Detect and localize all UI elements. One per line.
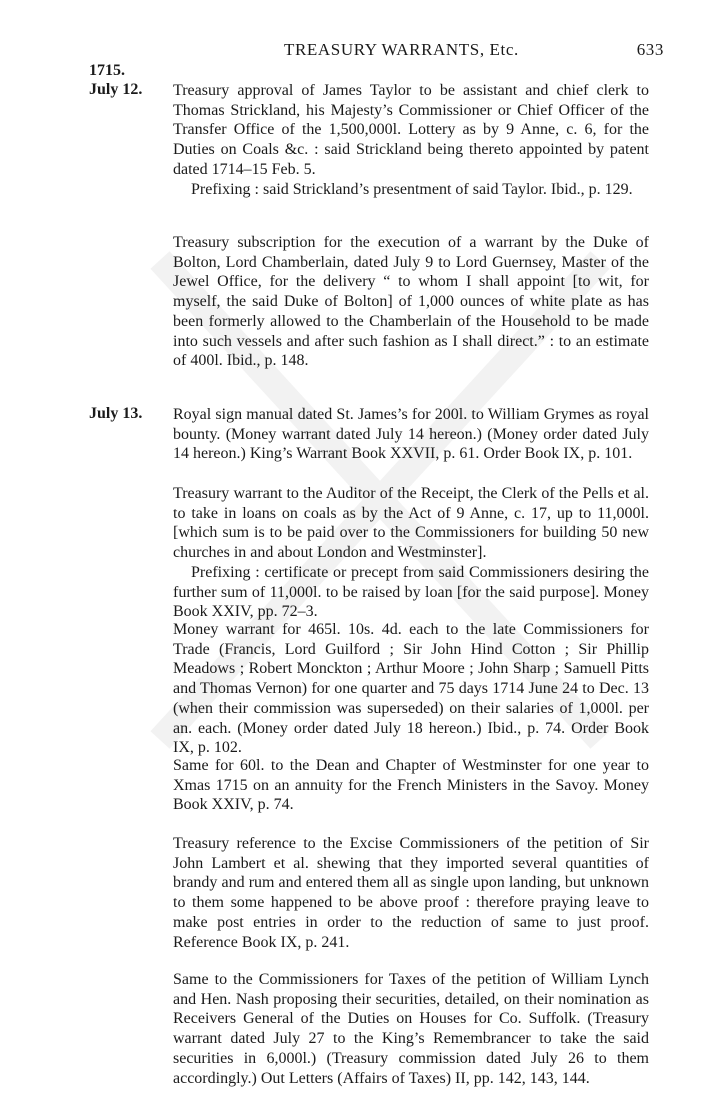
date-label: July 13. xyxy=(89,405,143,422)
entry-paragraph: Prefixing : certificate or precept from said Commissioners desiring the further sum of 11,000l. to be raised by loan [for the said purpose]. Money Book XXIV, pp. 72–3. xyxy=(173,563,649,621)
entry xyxy=(173,484,649,622)
entry-paragraph: Same for 60l. to the Dean and Chapter of Westminster for one year to Xmas 1715 on an annuity for the French Ministers in the Savoy. Money Book XXIV, p. 74. xyxy=(173,757,649,814)
entry-paragraph: Prefixing : said Strickland’s presentment of said Taylor. Ibid., p. 129. xyxy=(191,180,633,198)
running-title: TREASURY WARRANTS, Etc. xyxy=(284,40,519,59)
entry xyxy=(173,81,649,199)
entry xyxy=(173,405,649,464)
entry-paragraph: Money warrant for 465l. 10s. 4d. each to the late Commissioners for Trade (Francis, Lord Guilford ; Sir John Hind Cotton ; Sir Phillip Meadows ; Robert Monckton ; Arthur Moore ; John Sharp ; Samuell Pitts and Thomas Vernon) for one quarter and 75 days 1714 June 24 to Dec. 13 (when their commission was superseded) on their salaries of 1,000l. per an. each. (Money order dated July 18 hereon.) Ibid., p. 74. Order Book IX, p. 102. xyxy=(173,621,649,757)
page-number: 633 xyxy=(636,40,664,59)
entry xyxy=(173,233,649,371)
date-label: July 12. xyxy=(89,81,143,98)
running-head xyxy=(0,40,728,64)
entry-paragraph: Same to the Commissioners for Taxes of the petition of William Lynch and Hen. Nash proposing their securities, detailed, on their nomination as Receivers General of the Duties on Houses for Co. Suffolk. (Treasury warrant dated July 27 to the King’s Remembrancer to take the said securities in 6,000l.) (Treasury commission dated July 26 to them accordingly.) Out Letters (Affairs of Taxes) II, pp. 142, 143, 144. xyxy=(173,971,649,1087)
entry-paragraph: Treasury reference to the Excise Commissioners of the petition of Sir John Lambert et al. shewing that they imported several quantities of brandy and rum and entered them all as single upon landing, but unknown to them some happened to be above proof : therefore praying leave to make post entries in order to the reduction of same to just proof. Reference Book IX, p. 241. xyxy=(173,835,649,951)
entry xyxy=(173,756,649,815)
entry-paragraph: Royal sign manual dated St. James’s for 200l. to William Grymes as royal bounty. (Money warrant dated July 14 hereon.) (Money order dated July 14 hereon.) King’s Warrant Book XXVII, p. 61. Order Book IX, p. 101. xyxy=(173,406,649,463)
entry-paragraph: Treasury approval of James Taylor to be assistant and chief clerk to Thomas Strickland, his Majesty’s Commissioner or Chief Officer of the Transfer Office of the 1,500,000l. Lottery as by 9 Anne, c. 6, for the Duties on Coals &c. : said Strickland being thereto appointed by patent dated 1714–15 Feb. 5. xyxy=(173,82,649,178)
entry-paragraph: Treasury subscription for the execution of a warrant by the Duke of Bolton, Lord Chamberlain, dated July 9 to Lord Guernsey, Master of the Jewel Office, for the delivery “ to whom I shall appoint [to wit, for myself, the said Duke of Bolton] of 1,000 ounces of white plate as has been formerly allowed to the Chamberlain of the Household to be made into such vessels and after such fashion as I shall direct.” : to an estimate of 400l. Ibid., p. 148. xyxy=(173,234,649,370)
entry xyxy=(173,834,649,952)
entry xyxy=(173,970,649,1088)
entry-paragraph: Treasury warrant to the Auditor of the Receipt, the Clerk of the Pells et al. to take in loans on coals as by the Act of 9 Anne, c. 17, up to 11,000l. [which sum is to be paid over to the Commissioners for building 50 new churches in and about London and Westminster]. xyxy=(173,485,649,562)
entry xyxy=(173,620,649,758)
year-label: 1715. xyxy=(89,62,125,79)
